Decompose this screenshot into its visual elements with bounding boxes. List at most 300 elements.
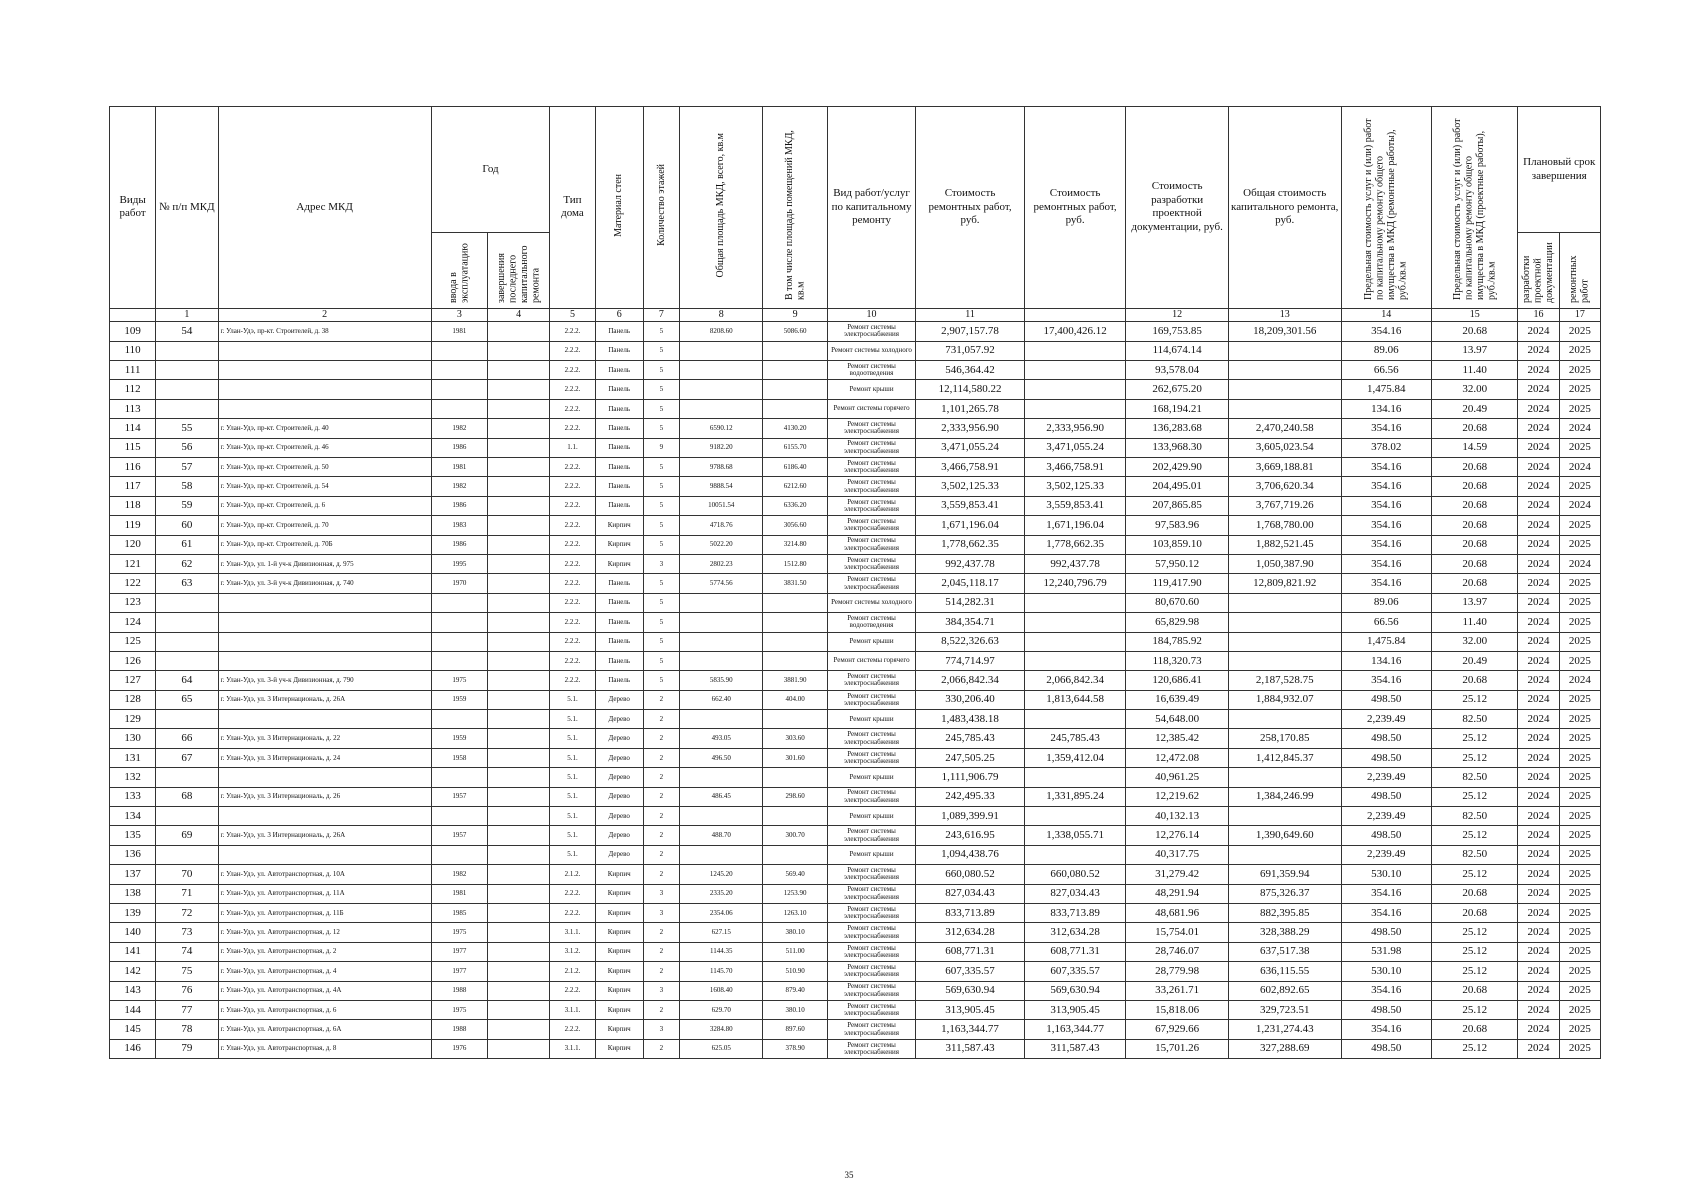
address-cell: г. Улан-Удэ, ул. Автотранспортная, д. 12	[218, 923, 431, 942]
repair-cost-total: 569,630.94	[1024, 981, 1126, 1000]
floors: 3	[643, 884, 679, 903]
repair-cost-total	[1024, 651, 1126, 670]
deadline-repair: 2025	[1559, 1000, 1600, 1019]
limit-cost-design: 82.50	[1431, 807, 1517, 826]
deadline-repair: 2025	[1559, 632, 1600, 651]
work-type-number: 113	[110, 399, 156, 418]
column-number: 7	[643, 308, 679, 322]
deadline-design: 2024	[1518, 807, 1559, 826]
column-number: 16	[1518, 308, 1559, 322]
design-cost: 28,779.98	[1126, 962, 1229, 981]
repair-cost: 1,483,438.18	[916, 710, 1025, 729]
table-row	[110, 787, 1601, 806]
total-area: 9182.20	[680, 438, 763, 457]
total-cost	[1228, 593, 1341, 612]
house-type: 2.2.2.	[550, 516, 595, 535]
limit-cost-repair: 354.16	[1341, 419, 1431, 438]
premises-area	[763, 399, 827, 418]
floors: 2	[643, 710, 679, 729]
wall-material: Панель	[595, 341, 643, 360]
design-cost: 12,385.42	[1126, 729, 1229, 748]
premises-area: 6186.40	[763, 457, 827, 476]
column-number: 9	[763, 308, 827, 322]
year-last-repair	[488, 613, 550, 632]
work-kind: Ремонт системы электроснабжения	[827, 419, 915, 438]
wall-material: Панель	[595, 399, 643, 418]
wall-material: Панель	[595, 457, 643, 476]
works-table-container	[109, 106, 1601, 1059]
premises-area: 3056.60	[763, 516, 827, 535]
deadline-design: 2024	[1518, 651, 1559, 670]
floors: 5	[643, 535, 679, 554]
wall-material: Кирпич	[595, 516, 643, 535]
house-type: 5.1.	[550, 729, 595, 748]
premises-area: 4130.20	[763, 419, 827, 438]
floors: 5	[643, 496, 679, 515]
deadline-design: 2024	[1518, 554, 1559, 573]
work-kind: Ремонт крыши	[827, 768, 915, 787]
table-row	[110, 1039, 1601, 1058]
deadline-design: 2024	[1518, 884, 1559, 903]
limit-cost-repair: 89.06	[1341, 341, 1431, 360]
premises-area	[763, 807, 827, 826]
year-last-repair	[488, 651, 550, 670]
work-type-number: 125	[110, 632, 156, 651]
premises-area: 1512.80	[763, 554, 827, 573]
work-kind: Ремонт системы электроснабжения	[827, 690, 915, 709]
design-cost: 12,276.14	[1126, 826, 1229, 845]
header-planned-deadline: Плановый срок завершения	[1518, 107, 1601, 233]
year-last-repair	[488, 787, 550, 806]
year-commissioned: 1975	[431, 671, 487, 690]
design-cost: 114,674.14	[1126, 341, 1229, 360]
mkd-number: 71	[156, 884, 218, 903]
design-cost: 202,429.90	[1126, 457, 1229, 476]
address-cell	[218, 593, 431, 612]
table-row	[110, 535, 1601, 554]
year-commissioned: 1981	[431, 457, 487, 476]
year-last-repair	[488, 826, 550, 845]
deadline-repair: 2025	[1559, 613, 1600, 632]
year-last-repair	[488, 516, 550, 535]
deadline-design: 2024	[1518, 574, 1559, 593]
work-kind: Ремонт системы электроснабжения	[827, 1020, 915, 1039]
table-row	[110, 942, 1601, 961]
total-cost	[1228, 768, 1341, 787]
limit-cost-repair: 354.16	[1341, 981, 1431, 1000]
total-area: 629.70	[680, 1000, 763, 1019]
header-design-cost: Стоимость разработки проектной документации, руб.	[1126, 107, 1229, 309]
total-area: 2335.20	[680, 884, 763, 903]
premises-area	[763, 613, 827, 632]
premises-area	[763, 341, 827, 360]
mkd-number: 55	[156, 419, 218, 438]
table-row	[110, 865, 1601, 884]
total-cost: 636,115.55	[1228, 962, 1341, 981]
deadline-design: 2024	[1518, 826, 1559, 845]
work-type-number: 121	[110, 554, 156, 573]
premises-area	[763, 593, 827, 612]
table-row	[110, 457, 1601, 476]
work-type-number: 124	[110, 613, 156, 632]
total-cost: 2,187,528.75	[1228, 671, 1341, 690]
design-cost: 97,583.96	[1126, 516, 1229, 535]
deadline-design: 2024	[1518, 865, 1559, 884]
wall-material: Дерево	[595, 826, 643, 845]
work-kind: Ремонт системы электроснабжения	[827, 1039, 915, 1058]
year-commissioned	[431, 593, 487, 612]
design-cost: 204,495.01	[1126, 477, 1229, 496]
deadline-design: 2024	[1518, 1000, 1559, 1019]
limit-cost-design: 82.50	[1431, 768, 1517, 787]
wall-material: Кирпич	[595, 962, 643, 981]
year-last-repair	[488, 903, 550, 922]
work-kind: Ремонт системы электроснабжения	[827, 1000, 915, 1019]
mkd-number: 62	[156, 554, 218, 573]
header-deadline-repair: ремонтных работ	[1559, 233, 1600, 309]
address-cell	[218, 632, 431, 651]
limit-cost-repair: 66.56	[1341, 613, 1431, 632]
house-type: 2.2.2.	[550, 457, 595, 476]
floors: 9	[643, 438, 679, 457]
year-commissioned: 1977	[431, 942, 487, 961]
total-area: 9788.68	[680, 457, 763, 476]
work-kind: Ремонт системы электроснабжения	[827, 729, 915, 748]
limit-cost-design: 20.68	[1431, 535, 1517, 554]
repair-cost: 3,502,125.33	[916, 477, 1025, 496]
work-kind: Ремонт системы электроснабжения	[827, 671, 915, 690]
total-area: 2802.23	[680, 554, 763, 573]
year-last-repair	[488, 884, 550, 903]
limit-cost-repair: 498.50	[1341, 690, 1431, 709]
deadline-design: 2024	[1518, 496, 1559, 515]
address-cell	[218, 380, 431, 399]
header-premises-area: В том числе площадь помещений МКД, кв.м	[763, 107, 827, 309]
design-cost: 65,829.98	[1126, 613, 1229, 632]
address-cell: г. Улан-Удэ, ул. Автотранспортная, д. 10А	[218, 865, 431, 884]
table-row	[110, 768, 1601, 787]
floors: 5	[643, 671, 679, 690]
house-type: 2.2.2.	[550, 419, 595, 438]
mkd-number	[156, 807, 218, 826]
wall-material: Дерево	[595, 845, 643, 864]
repair-cost: 514,282.31	[916, 593, 1025, 612]
design-cost: 207,865.85	[1126, 496, 1229, 515]
floors: 5	[643, 632, 679, 651]
total-area: 5835.90	[680, 671, 763, 690]
deadline-repair: 2025	[1559, 322, 1600, 341]
table-row	[110, 729, 1601, 748]
design-cost: 120,686.41	[1126, 671, 1229, 690]
work-type-number: 109	[110, 322, 156, 341]
header-address: Адрес МКД	[218, 107, 431, 309]
premises-area: 301.60	[763, 748, 827, 767]
wall-material: Кирпич	[595, 903, 643, 922]
limit-cost-design: 14.59	[1431, 438, 1517, 457]
deadline-repair: 2025	[1559, 903, 1600, 922]
year-last-repair	[488, 380, 550, 399]
limit-cost-repair: 66.56	[1341, 361, 1431, 380]
floors: 2	[643, 845, 679, 864]
work-type-number: 146	[110, 1039, 156, 1058]
year-commissioned: 1957	[431, 826, 487, 845]
total-cost: 1,884,932.07	[1228, 690, 1341, 709]
header-total-cost: Общая стоимость капитального ремонта, руб.	[1228, 107, 1341, 309]
total-cost: 1,050,387.90	[1228, 554, 1341, 573]
design-cost: 40,961.25	[1126, 768, 1229, 787]
floors: 5	[643, 380, 679, 399]
house-type: 2.2.2.	[550, 535, 595, 554]
repair-cost: 311,587.43	[916, 1039, 1025, 1058]
mkd-number: 54	[156, 322, 218, 341]
limit-cost-design: 11.40	[1431, 361, 1517, 380]
year-commissioned	[431, 380, 487, 399]
house-type: 2.2.2.	[550, 554, 595, 573]
design-cost: 12,472.08	[1126, 748, 1229, 767]
column-number: 5	[550, 308, 595, 322]
table-row	[110, 613, 1601, 632]
wall-material: Кирпич	[595, 1039, 643, 1058]
table-row	[110, 593, 1601, 612]
work-kind: Ремонт системы электроснабжения	[827, 942, 915, 961]
work-type-number: 116	[110, 457, 156, 476]
limit-cost-design: 25.12	[1431, 729, 1517, 748]
deadline-repair: 2025	[1559, 1039, 1600, 1058]
table-row	[110, 845, 1601, 864]
deadline-design: 2024	[1518, 1039, 1559, 1058]
premises-area: 879.40	[763, 981, 827, 1000]
repair-cost-total: 1,163,344.77	[1024, 1020, 1126, 1039]
header-house-type: Тип дома	[550, 107, 595, 309]
deadline-design: 2024	[1518, 419, 1559, 438]
column-number: 17	[1559, 308, 1600, 322]
design-cost: 28,746.07	[1126, 942, 1229, 961]
year-commissioned	[431, 651, 487, 670]
house-type: 2.2.2.	[550, 903, 595, 922]
work-kind: Ремонт системы холодного	[827, 593, 915, 612]
table-row	[110, 380, 1601, 399]
work-type-number: 112	[110, 380, 156, 399]
address-cell: г. Улан-Удэ, ул. Автотранспортная, д. 11Б	[218, 903, 431, 922]
house-type: 5.1.	[550, 826, 595, 845]
repair-cost: 992,437.78	[916, 554, 1025, 573]
address-cell: г. Улан-Удэ, ул. 3-й уч-к Дивизионная, д. 790	[218, 671, 431, 690]
mkd-number	[156, 593, 218, 612]
repair-cost-total	[1024, 632, 1126, 651]
deadline-design: 2024	[1518, 361, 1559, 380]
floors: 5	[643, 322, 679, 341]
premises-area: 303.60	[763, 729, 827, 748]
year-last-repair	[488, 593, 550, 612]
address-cell	[218, 399, 431, 418]
floors: 2	[643, 787, 679, 806]
repair-cost-total	[1024, 807, 1126, 826]
year-last-repair	[488, 981, 550, 1000]
repair-cost: 245,785.43	[916, 729, 1025, 748]
premises-area: 404.00	[763, 690, 827, 709]
year-last-repair	[488, 768, 550, 787]
year-last-repair	[488, 1020, 550, 1039]
limit-cost-repair: 498.50	[1341, 729, 1431, 748]
limit-cost-design: 20.68	[1431, 457, 1517, 476]
mkd-number: 77	[156, 1000, 218, 1019]
house-type: 2.2.2.	[550, 496, 595, 515]
repair-cost: 2,045,118.17	[916, 574, 1025, 593]
floors: 5	[643, 419, 679, 438]
house-type: 2.1.2.	[550, 962, 595, 981]
work-type-number: 120	[110, 535, 156, 554]
address-cell: г. Улан-Удэ, ул. 3 Интернациональ, д. 26А	[218, 690, 431, 709]
total-cost: 258,170.85	[1228, 729, 1341, 748]
repair-cost: 12,114,580.22	[916, 380, 1025, 399]
year-commissioned: 1988	[431, 1020, 487, 1039]
wall-material: Панель	[595, 613, 643, 632]
mkd-number: 69	[156, 826, 218, 845]
house-type: 5.1.	[550, 845, 595, 864]
total-area: 662.40	[680, 690, 763, 709]
limit-cost-repair: 378.02	[1341, 438, 1431, 457]
deadline-repair: 2025	[1559, 981, 1600, 1000]
deadline-design: 2024	[1518, 787, 1559, 806]
premises-area: 510.90	[763, 962, 827, 981]
premises-area: 3831.50	[763, 574, 827, 593]
total-area: 4718.76	[680, 516, 763, 535]
limit-cost-repair: 1,475.84	[1341, 380, 1431, 399]
total-cost: 1,231,274.43	[1228, 1020, 1341, 1039]
deadline-repair: 2025	[1559, 845, 1600, 864]
table-row	[110, 826, 1601, 845]
repair-cost-total: 1,813,644.58	[1024, 690, 1126, 709]
deadline-design: 2024	[1518, 981, 1559, 1000]
repair-cost-total: 311,587.43	[1024, 1039, 1126, 1058]
year-commissioned: 1959	[431, 690, 487, 709]
repair-cost: 1,089,399.91	[916, 807, 1025, 826]
total-cost	[1228, 651, 1341, 670]
table-row	[110, 671, 1601, 690]
repair-cost-total: 827,034.43	[1024, 884, 1126, 903]
work-type-number: 127	[110, 671, 156, 690]
address-cell: г. Улан-Удэ, пр-кт. Строителей, д. 70Б	[218, 535, 431, 554]
premises-area	[763, 361, 827, 380]
table-header	[110, 107, 1601, 322]
wall-material: Дерево	[595, 768, 643, 787]
total-cost: 875,326.37	[1228, 884, 1341, 903]
address-cell: г. Улан-Удэ, ул. Автотранспортная, д. 6А	[218, 1020, 431, 1039]
limit-cost-repair: 498.50	[1341, 748, 1431, 767]
total-area	[680, 341, 763, 360]
work-kind: Ремонт системы водоотведения	[827, 613, 915, 632]
deadline-repair: 2025	[1559, 787, 1600, 806]
repair-cost-total: 2,333,956.90	[1024, 419, 1126, 438]
header-year-commissioned: ввода в эксплуатацию	[431, 233, 487, 309]
total-cost: 3,605,023.54	[1228, 438, 1341, 457]
deadline-design: 2024	[1518, 438, 1559, 457]
limit-cost-design: 25.12	[1431, 1000, 1517, 1019]
work-type-number: 140	[110, 923, 156, 942]
repair-cost: 312,634.28	[916, 923, 1025, 942]
work-kind: Ремонт системы электроснабжения	[827, 826, 915, 845]
header-total-area: Общая площадь МКД, всего, кв.м	[680, 107, 763, 309]
address-cell: г. Улан-Удэ, ул. Автотранспортная, д. 4А	[218, 981, 431, 1000]
limit-cost-design: 20.68	[1431, 419, 1517, 438]
design-cost: 40,132.13	[1126, 807, 1229, 826]
deadline-design: 2024	[1518, 457, 1559, 476]
house-type: 5.1.	[550, 807, 595, 826]
deadline-repair: 2025	[1559, 574, 1600, 593]
premises-area	[763, 710, 827, 729]
house-type: 2.2.2.	[550, 651, 595, 670]
address-cell: г. Улан-Удэ, ул. Автотранспортная, д. 6	[218, 1000, 431, 1019]
address-cell: г. Улан-Удэ, пр-кт. Строителей, д. 38	[218, 322, 431, 341]
floors: 3	[643, 903, 679, 922]
repair-cost: 1,101,265.78	[916, 399, 1025, 418]
limit-cost-design: 20.68	[1431, 884, 1517, 903]
work-type-number: 131	[110, 748, 156, 767]
deadline-repair: 2025	[1559, 942, 1600, 961]
table-row	[110, 1000, 1601, 1019]
floors: 2	[643, 1000, 679, 1019]
design-cost: 80,670.60	[1126, 593, 1229, 612]
floors: 5	[643, 516, 679, 535]
floors: 2	[643, 826, 679, 845]
year-commissioned	[431, 710, 487, 729]
total-area: 1608.40	[680, 981, 763, 1000]
deadline-design: 2024	[1518, 690, 1559, 709]
deadline-design: 2024	[1518, 729, 1559, 748]
repair-cost-total: 608,771.31	[1024, 942, 1126, 961]
limit-cost-repair: 2,239.49	[1341, 807, 1431, 826]
total-area: 8208.60	[680, 322, 763, 341]
limit-cost-design: 20.68	[1431, 477, 1517, 496]
wall-material: Панель	[595, 496, 643, 515]
works-table	[109, 106, 1601, 1059]
year-commissioned: 1981	[431, 322, 487, 341]
design-cost: 31,279.42	[1126, 865, 1229, 884]
repair-cost: 1,671,196.04	[916, 516, 1025, 535]
total-cost	[1228, 613, 1341, 632]
floors: 5	[643, 361, 679, 380]
total-cost: 637,517.38	[1228, 942, 1341, 961]
limit-cost-design: 11.40	[1431, 613, 1517, 632]
header-year-last-repair: завершения последнего капитального ремонта	[488, 233, 550, 309]
floors: 3	[643, 981, 679, 1000]
address-cell	[218, 651, 431, 670]
house-type: 2.2.2.	[550, 361, 595, 380]
mkd-number: 79	[156, 1039, 218, 1058]
address-cell	[218, 768, 431, 787]
year-last-repair	[488, 962, 550, 981]
address-cell	[218, 710, 431, 729]
premises-area	[763, 651, 827, 670]
address-cell: г. Улан-Удэ, ул. 3 Интернациональ, д. 26А	[218, 826, 431, 845]
limit-cost-repair: 354.16	[1341, 496, 1431, 515]
year-commissioned: 1995	[431, 554, 487, 573]
floors: 2	[643, 748, 679, 767]
year-last-repair	[488, 574, 550, 593]
column-number: 12	[1126, 308, 1229, 322]
header-work-types: Виды работ	[110, 107, 156, 309]
design-cost: 93,578.04	[1126, 361, 1229, 380]
house-type: 2.2.2.	[550, 477, 595, 496]
column-number	[1024, 308, 1126, 322]
limit-cost-design: 20.68	[1431, 496, 1517, 515]
design-cost: 136,283.68	[1126, 419, 1229, 438]
house-type: 3.1.2.	[550, 942, 595, 961]
wall-material: Панель	[595, 322, 643, 341]
house-type: 5.1.	[550, 787, 595, 806]
deadline-repair: 2025	[1559, 380, 1600, 399]
wall-material: Кирпич	[595, 1000, 643, 1019]
